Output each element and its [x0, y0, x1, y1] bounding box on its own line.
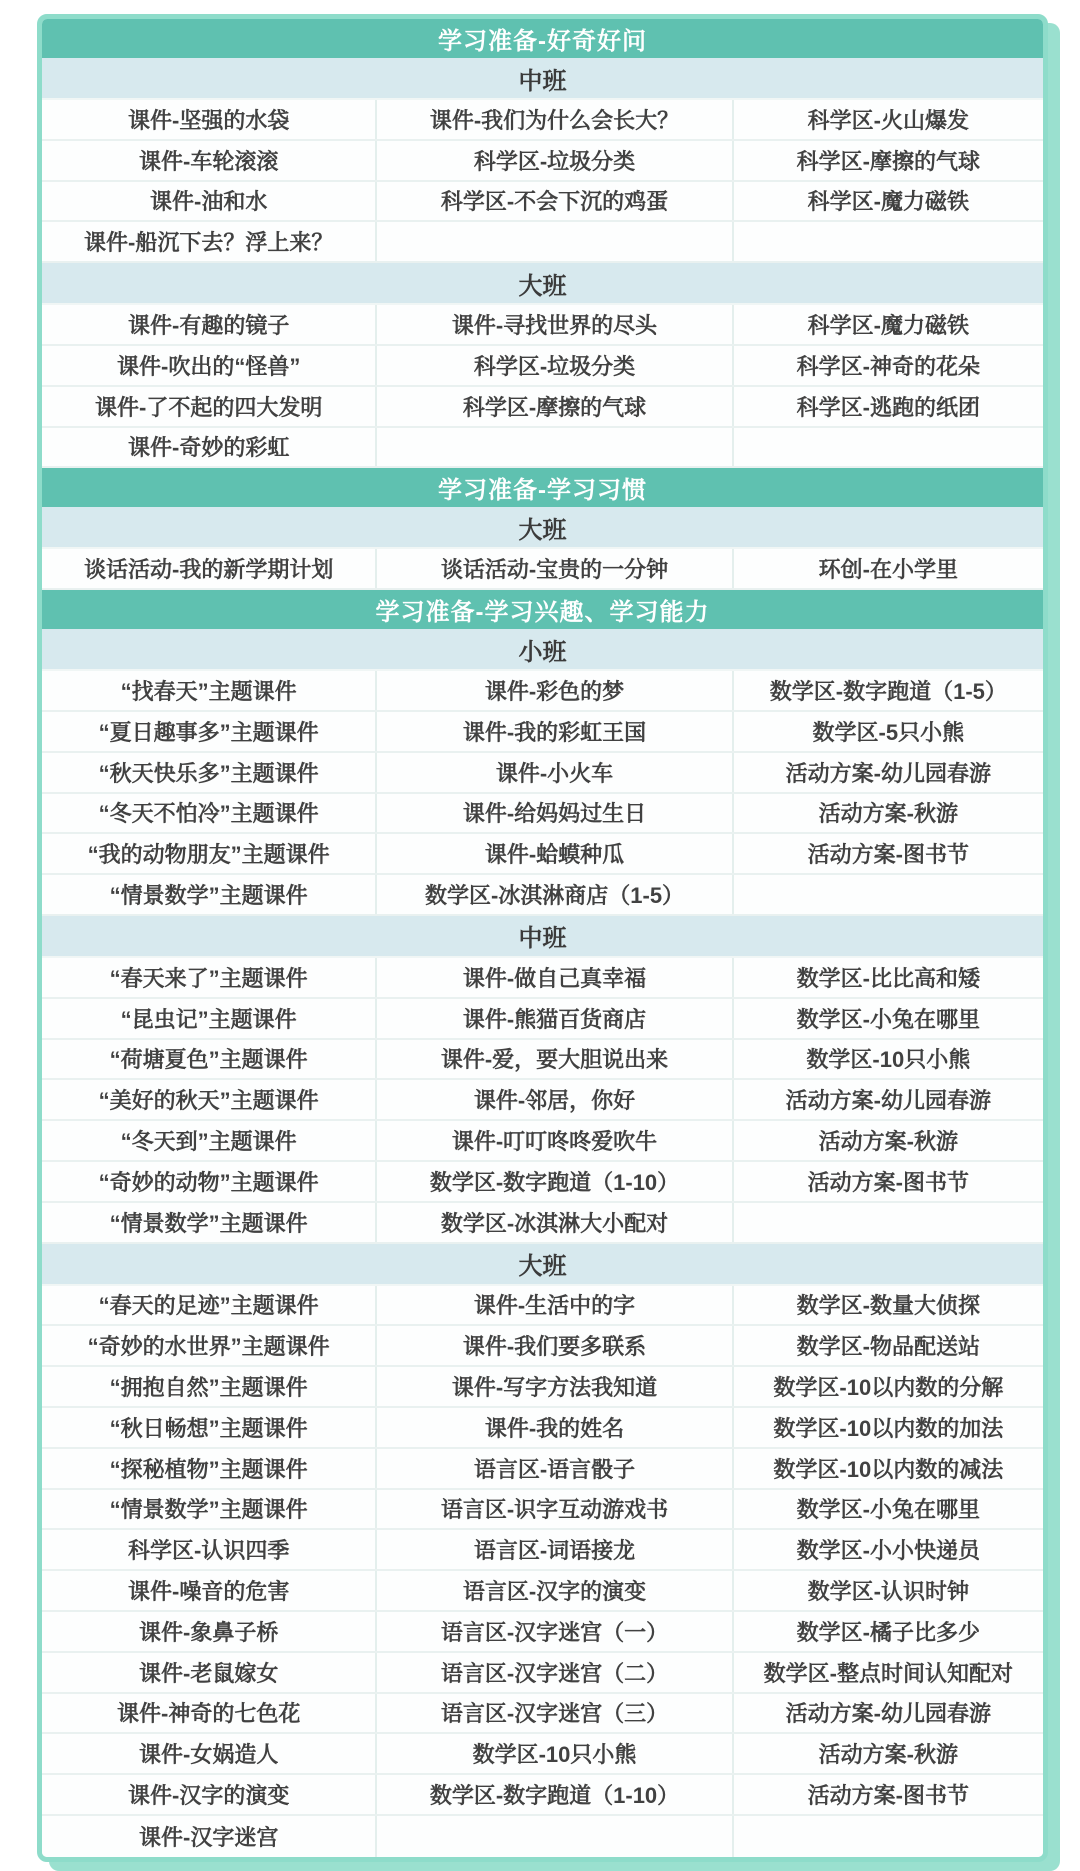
table-cell: 数学区-小小快递员: [796, 1538, 980, 1564]
table-cell: “情景数学”主题课件: [109, 1497, 308, 1523]
table-cell: 数学区-小兔在哪里: [796, 1006, 980, 1032]
table-cell: “夏日趣事多”主题课件: [98, 719, 319, 745]
table-cell: 数学区-数量大侦探: [796, 1293, 980, 1319]
table-cell: 课件-蛤蟆种瓜: [375, 834, 733, 873]
table-row: [42, 1775, 1043, 1816]
table-cell: [734, 1203, 1043, 1242]
table-row: [42, 1816, 1043, 1857]
table-cell: 语言区-汉字迷宫（二）: [375, 1653, 733, 1692]
table-cell: 课件-油和水: [150, 189, 268, 215]
table-row: [42, 1408, 1043, 1449]
table-cell: 课件-噪音的危害: [128, 1579, 290, 1604]
table-row: [42, 1203, 1043, 1244]
table-cell: 数学区-10以内数的分解: [773, 1375, 1004, 1401]
table-cell: 课件-神奇的七色花: [117, 1701, 301, 1727]
table-cell: “美好的秋天”主题课件: [98, 1088, 319, 1114]
table-cell: 数学区-物品配送站: [796, 1334, 980, 1360]
table-cell: 课件-寻找世界的尽头: [375, 305, 733, 344]
table-cell: “情景数学”主题课件: [109, 883, 308, 909]
table-cell: 活动方案-幼儿园春游: [785, 1701, 991, 1727]
table-cell: 课件-给妈妈过生日: [375, 794, 733, 833]
table-cell: 数学区-整点时间认知配对: [763, 1660, 1013, 1686]
table-cell: 语言区-汉字迷宫（三）: [375, 1694, 733, 1733]
table-cell: 课件-写字方法我知道: [375, 1367, 733, 1406]
table-cell: 课件-叮叮咚咚爱吹牛: [375, 1121, 733, 1160]
table-cell: 语言区-汉字迷宫（一）: [375, 1612, 733, 1651]
table-cell: [375, 428, 733, 467]
table-cell: 课件-老鼠嫁女: [139, 1660, 279, 1686]
table-cell: 科学区-认识四季: [128, 1538, 290, 1564]
table-cell: 活动方案-秋游: [818, 1742, 958, 1768]
table-row: [42, 305, 1043, 346]
table-row: [42, 346, 1043, 387]
table-row: [42, 1121, 1043, 1162]
table-cell: 课件-我的彩虹王国: [375, 712, 733, 751]
table-cell: 课件-象鼻子桥: [139, 1619, 279, 1645]
table-row: [42, 1571, 1043, 1612]
table-cell: “找春天”主题课件: [120, 679, 297, 705]
table-cell: 课件-奇妙的彩虹: [128, 435, 290, 461]
table-row: [42, 875, 1043, 916]
table-row: [42, 549, 1043, 590]
group-header: 中班: [42, 58, 1043, 100]
table-cell: “春天来了”主题课件: [109, 965, 308, 991]
table-cell: 数学区-橘子比多少: [796, 1619, 980, 1645]
table-cell: 数学区-数字跑道（1-10）: [375, 1775, 733, 1814]
table-cell: “奇妙的水世界”主题课件: [87, 1334, 330, 1360]
group-header: 大班: [42, 1244, 1043, 1286]
table-cell: 科学区-魔力磁铁: [807, 189, 969, 215]
table-cell: 数学区-冰淇淋大小配对: [375, 1203, 733, 1242]
table-cell: 环创-在小学里: [818, 557, 958, 583]
table-cell: 课件-汉字迷宫: [139, 1824, 279, 1850]
table-cell: 活动方案-幼儿园春游: [785, 1088, 991, 1114]
table-cell: “奇妙的动物”主题课件: [98, 1169, 319, 1195]
group-header: 小班: [42, 629, 1043, 671]
table-cell: 活动方案-图书节: [807, 842, 969, 868]
table-cell: 谈话活动-宝贵的一分钟: [375, 549, 733, 588]
table-cell: 数学区-冰淇淋商店（1-5）: [375, 875, 733, 914]
table-row: [42, 222, 1043, 263]
table-cell: 活动方案-图书节: [807, 1169, 969, 1195]
table-cell: 活动方案-图书节: [807, 1782, 969, 1808]
table-cell: 课件-小火车: [375, 753, 733, 792]
table-row: [42, 1040, 1043, 1081]
table-cell: 数学区-数字跑道（1-5）: [769, 679, 1007, 705]
table-row: [42, 834, 1043, 875]
table-cell: 数学区-数字跑道（1-10）: [375, 1162, 733, 1201]
table-cell: “秋天快乐多”主题课件: [98, 760, 319, 786]
table-cell: “冬天不怕冷”主题课件: [98, 801, 319, 827]
table-cell: 数学区-10只小熊: [375, 1734, 733, 1773]
table-cell: 科学区-神奇的花朵: [796, 353, 980, 379]
table-cell: 课件-女娲造人: [139, 1742, 279, 1768]
table-cell: 科学区-魔力磁铁: [807, 313, 969, 339]
table-row: [42, 1449, 1043, 1490]
section-header: 学习准备-学习习惯: [42, 468, 1043, 507]
table-cell: 科学区-不会下沉的鸡蛋: [375, 182, 733, 221]
table-cell: 数学区-5只小熊: [812, 719, 965, 745]
group-header: 大班: [42, 507, 1043, 549]
table-row: [42, 1530, 1043, 1571]
table-cell: 课件-生活中的字: [375, 1286, 733, 1325]
table-cell: 科学区-摩擦的气球: [375, 387, 733, 426]
table-cell: “拥抱自然”主题课件: [109, 1375, 308, 1401]
table-cell: 谈话活动-我的新学期计划: [84, 557, 334, 583]
table-cell: 课件-做自己真幸福: [375, 958, 733, 997]
table-cell: 活动方案-秋游: [818, 1129, 958, 1155]
table-cell: 数学区-10只小熊: [806, 1047, 971, 1073]
table-row: [42, 1694, 1043, 1735]
table-cell: 课件-我的姓名: [375, 1408, 733, 1447]
table-cell: 科学区-火山爆发: [807, 107, 969, 133]
table-row: [42, 1286, 1043, 1327]
table-cell: 课件-熊猫百货商店: [375, 999, 733, 1038]
table-cell: 课件-我们要多联系: [375, 1326, 733, 1365]
group-header: 大班: [42, 263, 1043, 305]
table-cell: [734, 428, 1043, 467]
table-cell: “探秘植物”主题课件: [109, 1456, 308, 1482]
table-cell: 课件-邻居，你好: [375, 1080, 733, 1119]
table-cell: 课件-汉字的演变: [128, 1782, 290, 1808]
table-row: [42, 1734, 1043, 1775]
table-cell: [734, 1816, 1043, 1857]
table-row: [42, 1367, 1043, 1408]
section-header: 学习准备-好奇好问: [42, 19, 1043, 58]
table-cell: 活动方案-幼儿园春游: [785, 760, 991, 786]
table-row: [42, 999, 1043, 1040]
table-cell: 语言区-识字互动游戏书: [375, 1490, 733, 1529]
table-cell: 活动方案-秋游: [818, 801, 958, 827]
table-cell: 课件-有趣的镜子: [128, 313, 290, 339]
table-row: [42, 1490, 1043, 1531]
table-cell: 数学区-认识时钟: [807, 1579, 969, 1604]
table-row: [42, 712, 1043, 753]
table-cell: “冬天到”主题课件: [120, 1129, 297, 1155]
table-cell: 课件-船沉下去？浮上来？: [84, 230, 334, 256]
table-cell: 语言区-汉字的演变: [375, 1571, 733, 1610]
table-cell: 课件-车轮滚滚: [139, 148, 279, 174]
table-cell: [734, 222, 1043, 261]
table-cell: 科学区-垃圾分类: [375, 141, 733, 180]
table-row: [42, 1162, 1043, 1203]
group-header: 中班: [42, 916, 1043, 958]
table-cell: 数学区-比比高和矮: [796, 965, 980, 991]
table-cell: [375, 222, 733, 261]
table-row: [42, 387, 1043, 428]
table-cell: 课件-爱，要大胆说出来: [375, 1040, 733, 1079]
section-header: 学习准备-学习兴趣、学习能力: [42, 590, 1043, 629]
table-row: [42, 100, 1043, 141]
table-cell: [734, 875, 1043, 914]
table-row: [42, 182, 1043, 223]
table-cell: “荷塘夏色”主题课件: [109, 1047, 308, 1073]
table-cell: 数学区-10以内数的加法: [773, 1415, 1004, 1441]
curriculum-table: [37, 14, 1048, 1862]
table-cell: “昆虫记”主题课件: [120, 1006, 297, 1032]
table-cell: “情景数学”主题课件: [109, 1210, 308, 1236]
table-row: [42, 1326, 1043, 1367]
table-cell: 语言区-词语接龙: [375, 1530, 733, 1569]
table-cell: 科学区-逃跑的纸团: [796, 394, 980, 420]
table-row: [42, 428, 1043, 469]
table-cell: 数学区-小兔在哪里: [796, 1497, 980, 1523]
table-row: [42, 1080, 1043, 1121]
table-cell: “秋日畅想”主题课件: [109, 1415, 308, 1441]
table-cell: 科学区-垃圾分类: [375, 346, 733, 385]
table-cell: [375, 1816, 733, 1857]
table-cell: “我的动物朋友”主题课件: [87, 842, 330, 868]
table-cell: 科学区-摩擦的气球: [796, 148, 980, 174]
table-row: [42, 958, 1043, 999]
table-cell: “春天的足迹”主题课件: [98, 1293, 319, 1319]
table-cell: 数学区-10以内数的减法: [773, 1456, 1004, 1482]
table-row: [42, 1612, 1043, 1653]
table-row: [42, 671, 1043, 712]
table-cell: 课件-彩色的梦: [375, 671, 733, 710]
table-row: [42, 794, 1043, 835]
table-row: [42, 1653, 1043, 1694]
table-cell: 课件-吹出的“怪兽”: [117, 353, 301, 379]
table-cell: 课件-坚强的水袋: [128, 107, 290, 133]
table-cell: 课件-了不起的四大发明: [95, 394, 323, 420]
table-row: [42, 141, 1043, 182]
table-cell: 语言区-语言骰子: [375, 1449, 733, 1488]
table-row: [42, 753, 1043, 794]
table-cell: 课件-我们为什么会长大？: [375, 100, 733, 139]
